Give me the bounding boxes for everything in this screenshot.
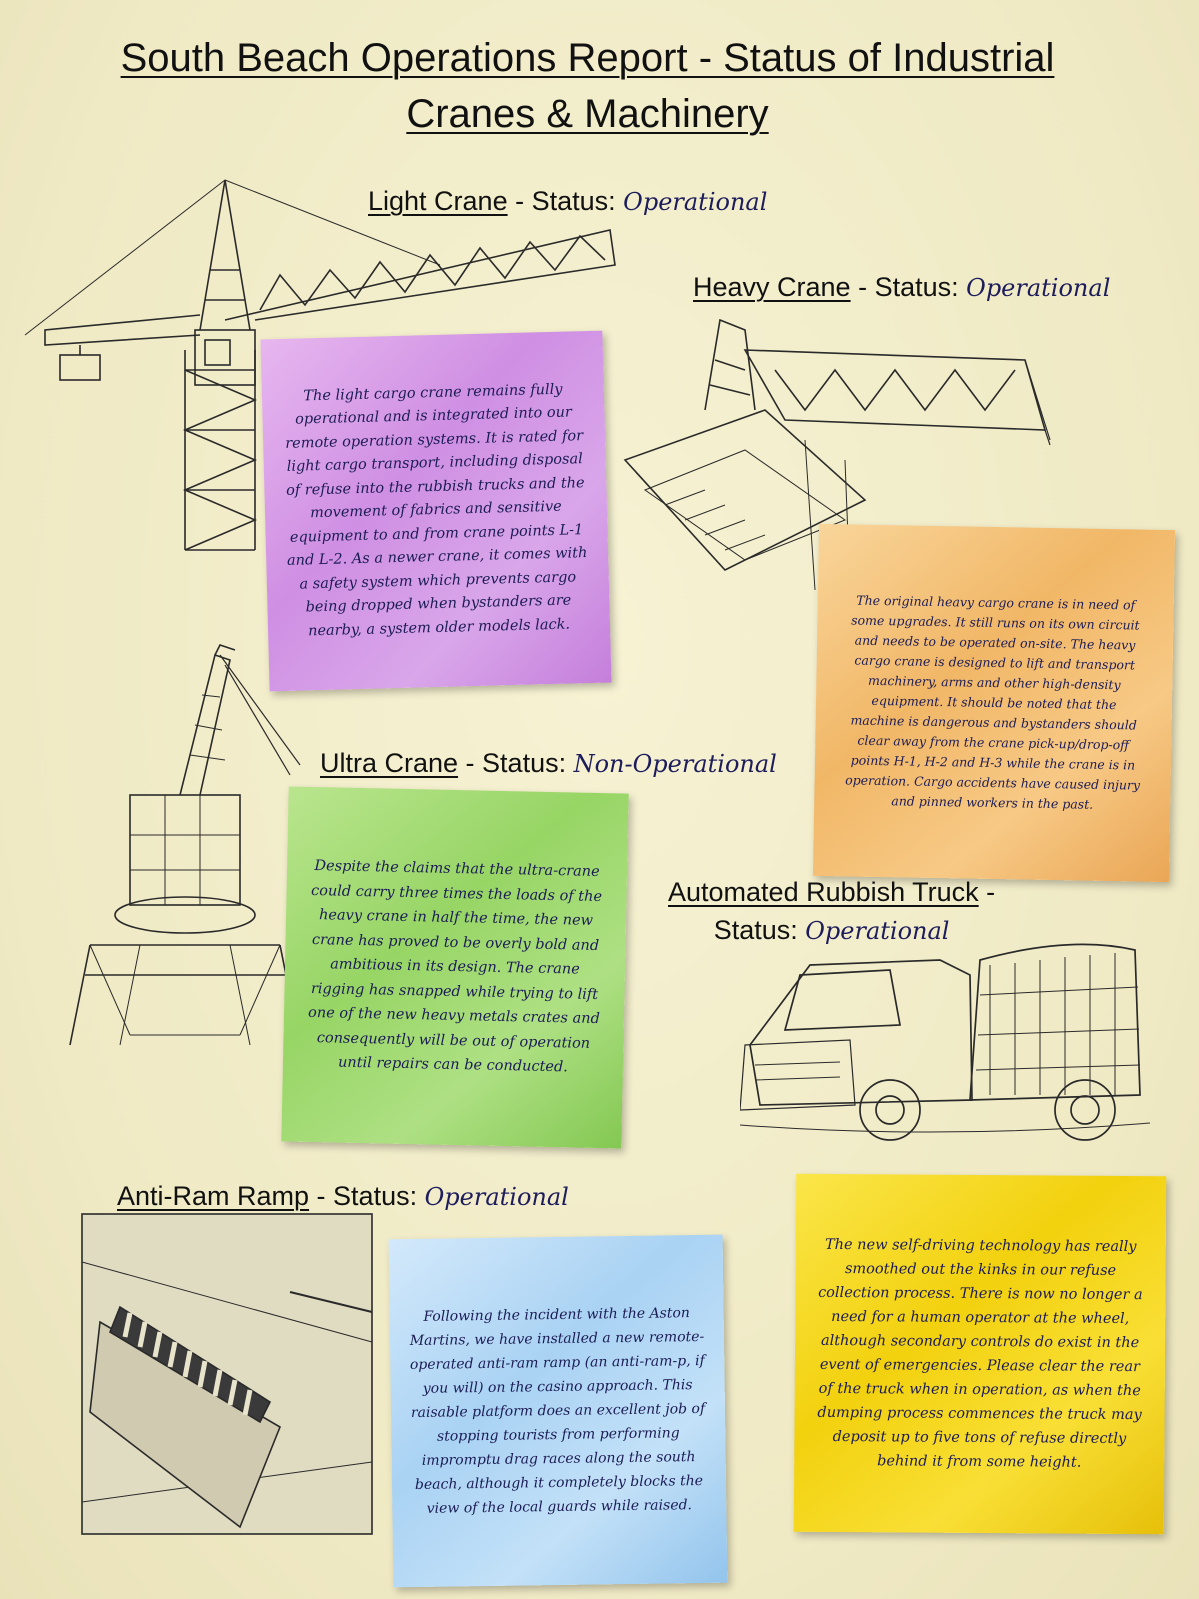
- ultra-crane-note: [281, 786, 628, 1148]
- report-title: [60, 30, 1115, 142]
- heavy-crane-heading: Heavy Crane - Status: Operational: [693, 272, 1111, 302]
- report-title-line2: Cranes & Machinery: [406, 92, 769, 136]
- anti-ram-ramp-description: Following the incident with the Aston Martins, we have installed a new remote-operated anti-ram ramp (an anti-ram-p, if you will) on the casino approach. This raisable platform does an excellent job of stopping tourists from performing impromptu drag races along the south beach, although it completely blocks the view of the local guards while raised.: [409, 1305, 706, 1517]
- light-crane-status: Operational: [623, 188, 768, 216]
- heavy-crane-note: [813, 524, 1175, 882]
- light-crane-description: The light cargo crane remains fully operational and is integrated into our remote operation systems. It is rated for light cargo transport, including disposal of refuse into the rubbish trucks and the movement of fabrics and sensitive equipment to and from crane points L-1 and L-2. As a newer crane, it comes with a safety system which prevents cargo being dropped when bystanders are nearby, a system older models lack.: [284, 381, 588, 640]
- status-label: Status:: [874, 272, 959, 302]
- rubbish-truck-heading: Automated Rubbish Truck - Status: Operational: [668, 877, 996, 945]
- status-label: Status:: [713, 915, 798, 945]
- status-label: Status:: [333, 1181, 418, 1211]
- anti-ram-ramp-name: Anti-Ram Ramp: [117, 1181, 310, 1211]
- ramp-sketch: [80, 1212, 375, 1537]
- anti-ram-ramp-heading: Anti-Ram Ramp - Status: Operational: [117, 1181, 569, 1211]
- portal-crane-sketch: [50, 635, 310, 1055]
- anti-ram-ramp-note: [389, 1235, 728, 1588]
- ultra-crane-status: Non-Operational: [573, 750, 777, 778]
- status-label: Status:: [531, 186, 616, 216]
- light-crane-heading: Light Crane - Status: Operational: [368, 186, 768, 216]
- rubbish-truck-name: Automated Rubbish Truck: [668, 877, 979, 907]
- heavy-crane-status: Operational: [966, 274, 1111, 302]
- truck-sketch: [740, 925, 1160, 1150]
- rubbish-truck-description: The new self-driving technology has really smoothed out the kinks in our refuse collection process. There is now no longer a need for a human operator at the wheel, although secondary controls do exist in the event of emergencies. Please clear the rear of the truck when in operation, as when the dumping process commences the truck may deposit up to five tons of refuse directly behind it from some height.: [817, 1236, 1143, 1471]
- rubbish-truck-status: Operational: [805, 917, 950, 945]
- status-label: Status:: [482, 748, 567, 778]
- report-title-line1: South Beach Operations Report - Status of Industrial: [120, 36, 1055, 80]
- light-crane-name: Light Crane: [368, 186, 508, 216]
- ultra-crane-name: Ultra Crane: [320, 748, 459, 778]
- light-crane-note: [260, 331, 611, 692]
- anti-ram-ramp-status: Operational: [424, 1183, 569, 1211]
- ultra-crane-description: Despite the claims that the ultra-crane could carry three times the loads of the heavy crane in half the time, the new crane has proved to be overly bold and ambitious in its design. The crane rigging has snapped while trying to lift one of the new heavy metals crates and consequently will be out of operation until repairs can be conducted.: [307, 858, 603, 1076]
- heavy-crane-description: The original heavy cargo crane is in need of some upgrades. It still runs on its own circuit and needs to be operated on-site. The heavy cargo crane is designed to lift and transport machinery, arms and other high-density equipment. It should be noted that the machine is dangerous and bystanders should clear away from the crane pick-up/drop-off points H-1, H-2 and H-3 while the crane is in operation. Cargo accidents have caused injury and pinned workers in the past.: [845, 592, 1141, 812]
- rubbish-truck-note: [794, 1174, 1166, 1535]
- heavy-crane-name: Heavy Crane: [693, 272, 851, 302]
- ultra-crane-heading: Ultra Crane - Status: Non-Operational: [320, 748, 777, 778]
